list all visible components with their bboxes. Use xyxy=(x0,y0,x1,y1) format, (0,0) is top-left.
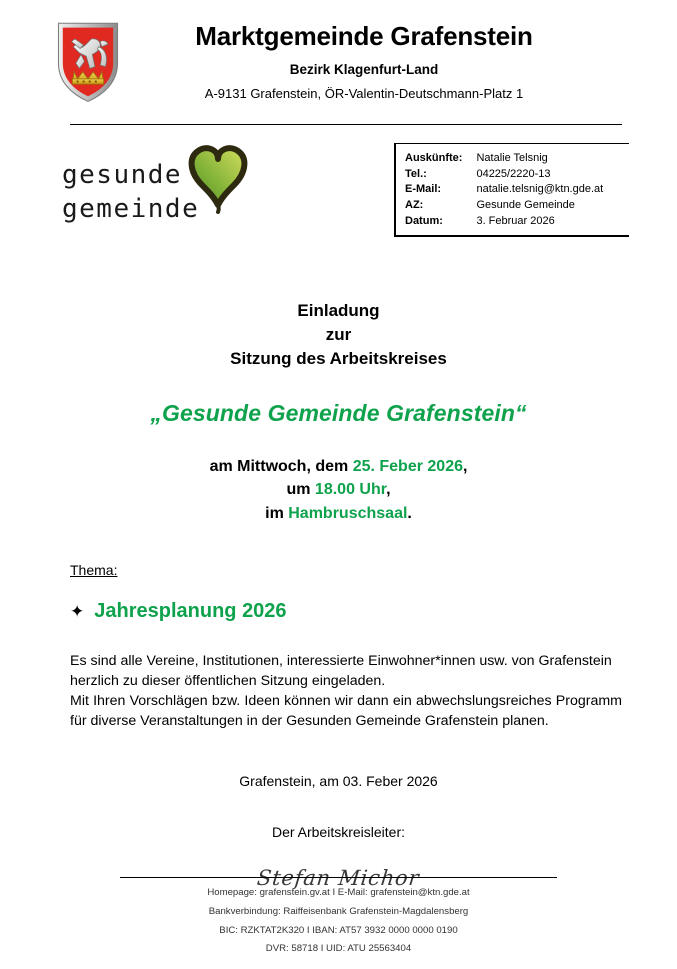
event-date-prefix: am Mittwoch, dem xyxy=(209,457,353,475)
contact-label-email: E-Mail: xyxy=(405,183,442,196)
footer-divider xyxy=(120,877,557,878)
contact-info-box xyxy=(394,143,629,237)
event-time-value: 18.00 Uhr xyxy=(314,481,387,499)
list-item xyxy=(70,600,622,623)
document-footer xyxy=(0,877,677,959)
closing-block xyxy=(0,771,677,895)
logo-and-contact-row xyxy=(0,143,677,237)
contact-value-auskuenfte: Natalie Telsnig xyxy=(476,152,548,164)
contact-info-table xyxy=(405,151,603,229)
footer-text xyxy=(0,884,677,959)
document-header xyxy=(0,0,677,110)
invitation-line-3: Sitzung des Arbeitskreises xyxy=(230,349,447,369)
coat-of-arms-icon xyxy=(55,18,121,110)
handwritten-signature: Stefan Michor xyxy=(256,866,422,891)
contact-value-email: natalie.telsnig@ktn.gde.at xyxy=(476,183,604,196)
working-group-title: „Gesunde Gemeinde Grafenstein“ xyxy=(150,399,527,426)
event-time-suffix: , xyxy=(386,481,391,499)
footer-line-homepage: Homepage: grafenstein.gv.at I E-Mail: grafenstein@ktn.gde.at xyxy=(207,887,470,899)
logo-line2: gemeinde xyxy=(62,194,200,224)
place-and-date: Grafenstein, am 03. Feber 2026 xyxy=(239,773,438,790)
invitation-line-2: zur xyxy=(325,325,352,345)
invitation-line-1: Einladung xyxy=(297,301,380,321)
header-divider xyxy=(70,124,622,125)
footer-line-dvr-uid: DVR: 58718 I UID: ATU 25563404 xyxy=(265,943,412,955)
header-titles xyxy=(121,14,637,101)
body-paragraph-1: Es sind alle Vereine, Institutionen, interessierte Einwohner*innen usw. von Grafenstein herzlich zu dieser öffentlichen Sitzung eingeladen. xyxy=(70,652,612,689)
contact-label-datum: Datum: xyxy=(405,214,443,227)
agenda-heading: Thema: xyxy=(70,561,118,578)
body-paragraph-2: Mit Ihren Vorschlägen bzw. Ideen können wir dann ein abwechslungsreiches Programm für diverse Veranstaltungen in der Gesunden Gemeinde Grafenstein planen. xyxy=(70,692,622,729)
contact-value-az: Gesunde Gemeinde xyxy=(476,198,575,211)
table-row xyxy=(405,198,603,214)
event-place-value: Hambruschsaal xyxy=(288,504,408,522)
footer-line-bank: Bankverbindung: Raiffeisenbank Grafenstein-Magdalensberg xyxy=(208,905,469,917)
signer-role: Der Arbeitskreisleiter: xyxy=(271,824,406,841)
district-name: Bezirk Klagenfurt-Land xyxy=(289,61,439,77)
municipality-address: A-9131 Grafenstein, ÖR-Valentin-Deutschmann-Platz 1 xyxy=(204,85,524,101)
table-row xyxy=(405,214,603,230)
table-row xyxy=(405,182,603,198)
contact-label-auskuenfte: Auskünfte: xyxy=(405,152,463,164)
invitation-block xyxy=(0,299,677,525)
agenda-section xyxy=(70,562,622,623)
event-details xyxy=(0,455,677,526)
logo-line1: gesunde xyxy=(62,160,183,190)
contact-value-datum: 3. Februar 2026 xyxy=(476,214,555,227)
event-place-line xyxy=(0,502,677,526)
municipality-name: Marktgemeinde Grafenstein xyxy=(195,21,533,51)
event-date-value: 25. Feber 2026 xyxy=(352,457,463,475)
event-date-line xyxy=(0,455,677,479)
event-place-prefix: im xyxy=(265,504,289,522)
agenda-item-text: Jahresplanung 2026 xyxy=(94,599,287,622)
body-text xyxy=(70,651,622,732)
contact-value-tel: 04225/2220-13 xyxy=(476,167,551,180)
table-row xyxy=(405,167,603,183)
event-time-line xyxy=(0,478,677,502)
gesunde-gemeinde-logo xyxy=(60,143,275,229)
event-time-prefix: um xyxy=(286,481,315,499)
event-date-suffix: , xyxy=(462,457,468,475)
contact-label-az: AZ: xyxy=(405,198,424,211)
event-place-suffix: . xyxy=(407,504,412,522)
contact-label-tel: Tel.: xyxy=(405,167,427,180)
table-row xyxy=(405,151,603,167)
footer-line-bic-iban: BIC: RZKTAT2K320 I IBAN: AT57 3932 0000 0000 0190 xyxy=(219,924,458,936)
star-bullet-icon: ✦ xyxy=(70,601,85,621)
